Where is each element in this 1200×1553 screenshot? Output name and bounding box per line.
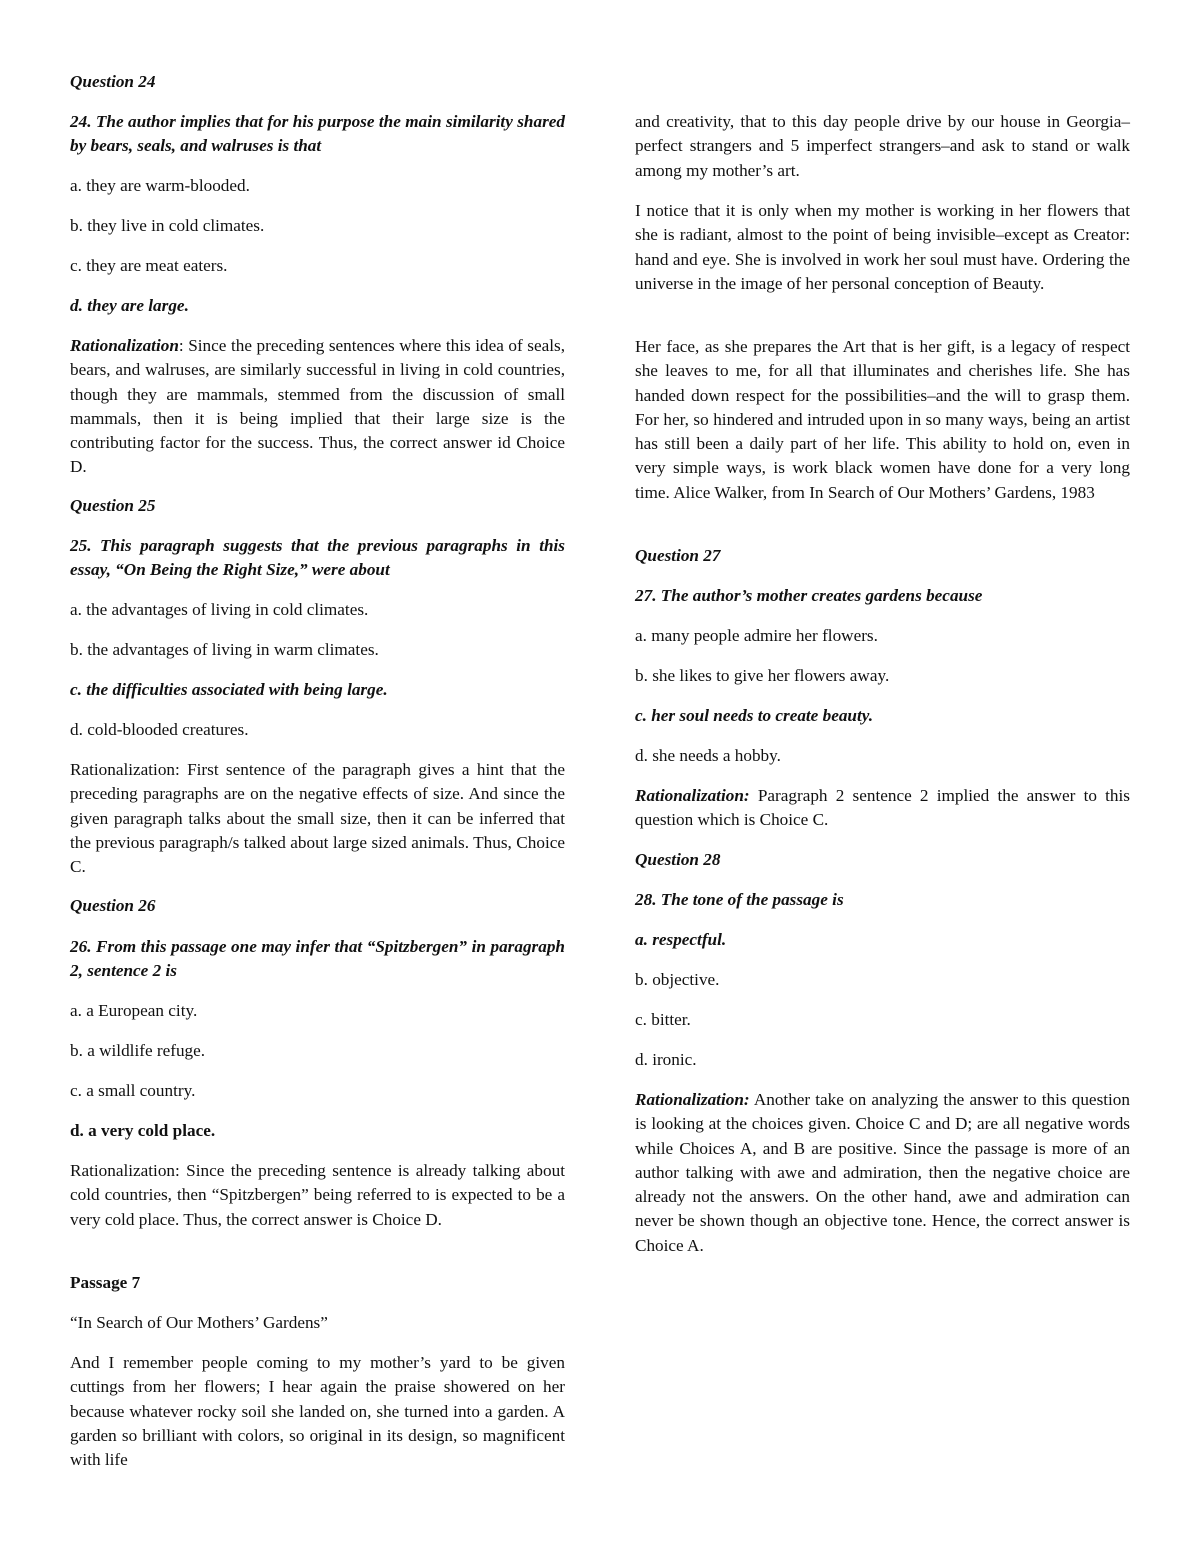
- question-28-rationalization: [635, 1088, 1130, 1258]
- question-24-option-c: c. they are meat eaters.: [70, 256, 228, 275]
- question-25-option-a: a. the advantages of living in cold climates.: [70, 600, 369, 619]
- question-24-heading: Question 24: [70, 72, 156, 91]
- question-28-option-a: a. respectful.: [635, 930, 727, 949]
- question-27-rationalization: [635, 784, 1130, 833]
- question-25-heading: Question 25: [70, 496, 156, 515]
- question-26-rationalization: Rationalization: Since the preceding sentence is already talking about cold countries, then “Spitzbergen” being referred to is expected to be a very cold place. Thus, the correct answer is Choice D.: [70, 1161, 565, 1229]
- rationalization-label: Rationalization:: [635, 786, 750, 805]
- question-28-heading: Question 28: [635, 850, 721, 869]
- passage-7-paragraph-1: And I remember people coming to my mother’s yard to be given cuttings from her flowers; I hear again the praise showered on her because whatever rocky soil she landed on, she turned into a garden. A garden so brilliant with colors, so original in its design, so magnificent with life: [70, 1353, 565, 1470]
- rationalization-label: Rationalization:: [635, 1090, 750, 1109]
- question-28-option-c: c. bitter.: [635, 1010, 691, 1029]
- question-27-heading: Question 27: [635, 546, 721, 565]
- question-25-rationalization: Rationalization: First sentence of the paragraph gives a hint that the preceding paragraphs are on the negative effects of size. And since the given paragraph talks about the small size, then it can be inferred that the previous paragraph/s talked about large sized animals. Thus, Choice C.: [70, 760, 565, 877]
- passage-7-paragraph-3: Her face, as she prepares the Art that is her gift, is a legacy of respect she leaves to me, for all that illuminates and cherishes life. She has handed down respect for the possibilities–and the will to grasp them. For her, so hindered and intruded upon in so many ways, being an artist has still been a daily part of her life. This ability to hold on, even in very simple ways, is work black women have done for a very long time. Alice Walker, from In Search of Our Mothers’ Gardens, 1983: [635, 337, 1130, 502]
- question-24-option-d: d. they are large.: [70, 296, 189, 315]
- question-27-option-b: b. she likes to give her flowers away.: [635, 666, 890, 685]
- passage-7-title: “In Search of Our Mothers’ Gardens”: [70, 1313, 328, 1332]
- rationalization-text: : Since the preceding sentences where this idea of seals, bears, and walruses, are similarly successful in living in cold countries, though they are mammals, stemmed from the discussion of small mammals, then it is being implied that their large size is the contributing factor for the success. Thus, the correct answer id Choice D.: [70, 336, 565, 477]
- question-25-option-b: b. the advantages of living in warm climates.: [70, 640, 379, 659]
- question-27-option-a: a. many people admire her flowers.: [635, 626, 878, 645]
- question-27-option-c: c. her soul needs to create beauty.: [635, 706, 874, 725]
- rationalization-text: Another take on analyzing the answer to this question is looking at the choices given. Choice C and D; are all negative words while Choices A, and B are positive. Since the passage is more of an author talking with awe and admiration, then the negative choice are already not the answers. On the other hand, awe and admiration can never be shown though an objective tone. Hence, the correct answer is Choice A.: [635, 1090, 1130, 1255]
- question-28-prompt: 28. The tone of the passage is: [635, 890, 844, 909]
- question-26-heading: Question 26: [70, 896, 156, 915]
- question-26-prompt: 26. From this passage one may infer that “Spitzbergen” in paragraph 2, sentence 2 is: [70, 937, 565, 981]
- question-27-option-d: d. she needs a hobby.: [635, 746, 781, 765]
- question-24-rationalization: [70, 334, 565, 480]
- question-24-prompt: 24. The author implies that for his purpose the main similarity shared by bears, seals, and walruses is that: [70, 112, 565, 156]
- rationalization-label: Rationalization: [70, 336, 179, 355]
- question-26-option-d: d. a very cold place.: [70, 1121, 216, 1140]
- question-25-prompt: 25. This paragraph suggests that the previous paragraphs in this essay, “On Being the Right Size,” were about: [70, 536, 565, 580]
- passage-7-heading: Passage 7: [70, 1273, 141, 1292]
- question-24-option-b: b. they live in cold climates.: [70, 216, 265, 235]
- question-25-option-d: d. cold-blooded creatures.: [70, 720, 249, 739]
- passage-7-paragraph-2: I notice that it is only when my mother is working in her flowers that she is radiant, almost to the point of being invisible–except as Creator: hand and eye. She is involved in work her soul must have. Ordering the universe in the image of her personal conception of Beauty.: [635, 201, 1130, 293]
- question-25-option-c: c. the difficulties associated with being large.: [70, 680, 388, 699]
- question-28-option-d: d. ironic.: [635, 1050, 697, 1069]
- question-24-option-a: a. they are warm-blooded.: [70, 176, 250, 195]
- question-26-option-c: c. a small country.: [70, 1081, 196, 1100]
- rationalization-text: Paragraph 2 sentence 2 implied the answer to this question which is Choice C.: [635, 786, 1130, 830]
- question-26-option-b: b. a wildlife refuge.: [70, 1041, 206, 1060]
- question-27-prompt: 27. The author’s mother creates gardens because: [635, 586, 983, 605]
- question-28-option-b: b. objective.: [635, 970, 720, 989]
- passage-7-paragraph-1-continued: and creativity, that to this day people drive by our house in Georgia–perfect strangers and 5 imperfect strangers–and ask to stand or walk among my mother’s art.: [635, 112, 1130, 180]
- question-26-option-a: a. a European city.: [70, 1001, 198, 1020]
